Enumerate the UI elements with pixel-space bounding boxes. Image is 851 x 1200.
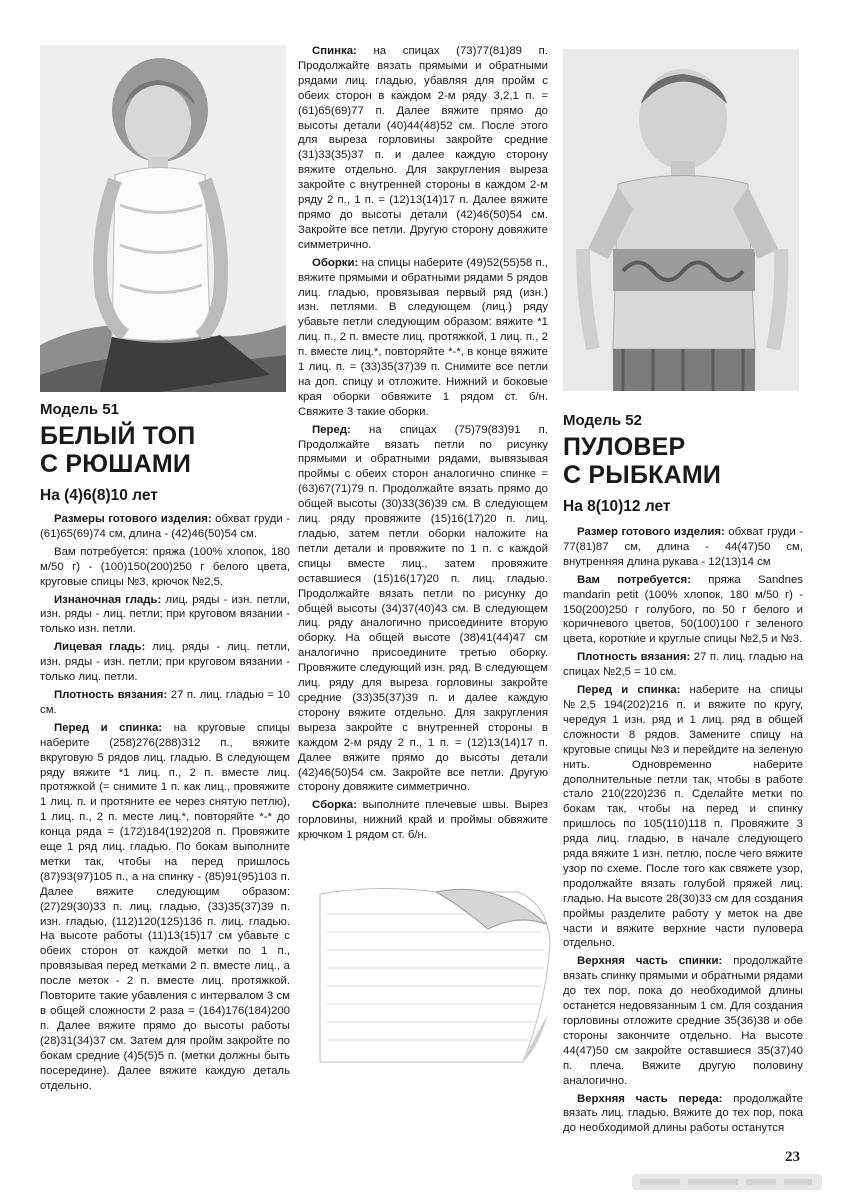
page-number: 23 [785,1149,800,1165]
model52-heading [563,411,803,516]
label: Лицевая гладь: [54,641,146,654]
text: на спицах (73)77(81)89 п. Продолжайте вязать прямыми и обратными рядами лиц. гладью, убавляя для пройм с обеих сторон в каждом 2-м ряду 3,2,1 п. = (61)65(69)77 п. Далее вяжите прямо до высоты детали (40)44(48)52 см. После этого для выреза горловины закройте средние (31)33(35)37 п. и далее каждую сторону вяжите отдельно. Для закругления выреза закройте с внутренней стороны в каждом 2-м ряду 2 п., 1 п. = (12)13(14)17 п. Далее вяжите прямо до высоты детали (42)46(50)54 см. Закройте все петли. Другую сторону довяжите симметрично. [298,45,548,251]
label: Перед и спинка: [54,721,163,734]
model51-materials: Вам потребуется: пряжа (100% хлопок, 180 м/50 г) - (100)150(200)250 г белого цвета, круговые спицы №3, крючок №2,5. [40,545,290,588]
text: обхват груди - 77(81)87 см, длина - 44(47)50 см, внутренняя длина рукава - 12(13)14 см [563,526,803,568]
label: Спинка: [312,45,357,57]
text: наберите на спицы №2,5 194(202)216 п. и вяжите по кругу, чередуя 1 изн. ряд и 1 лиц. ряд в общей сложности 8 рядов. Замените спицу на круговые спицы №3 и перейдите на зеленую нить. Одновременно наберите дополнительные петли так, чтобы в работе стало 210(220)236 п. Сделайте метки по бокам так, чтобы на перед и спинку пришлось по 105(110)118 п. Провяжите 3 ряда лиц. гладью, в начале следующего ряда вяжите 1 изн. петлю, после чего вяжите узор по схеме. После того как свяжете узор, продолжайте вязать голубой пряжей лиц. гладью. На высоте 28(30)33 см для создания проймы разделите работу у меток на две части и вяжите верхние части пуловера отдельно. [563,684,803,950]
model51-front [298,423,548,796]
boy-photo [563,49,799,391]
label: Оборки: [312,256,359,269]
model51-purl-stitch [40,593,290,638]
label: Верхняя часть переда: [577,1092,723,1105]
text: на спицах (75)79(83)91 п. Продолжайте вязать петли по рисунку прямыми и обратными рядами, вывязывая проймы с обеих сторон аналогично спинке = (63)67(71)79 п. Продолжайте вязать прямо до общей высоты (30)33(36)39 см. В следующем лиц. ряду провяжите (15)16(17)20 п. лиц. гладью, затем петли оборки наложите на петли детали и провяжите по 1 п. с каждой спицы вместе лиц., затем провяжите оставшиеся (15)16(17)20 п. лиц. гладью. Продолжайте вязать петли по рисунку до общей высоты (34)37(40)43 см. В следующем лиц. ряду аналогично присоедините вторую оборку. На общей высоте (38)41(44)47 см аналогично присоедините третью оборку. Провяжите следующий изн. ряд. В следующем лиц. ряду для выреза горловины закройте средние (33)35(37)39 п. и далее каждую сторону вяжите отдельно. Для закругления выреза закройте с внутренней стороны в каждом 2-м ряду 2 п., 1 п. = (12)13(14)17 п. Далее вяжите прямо до высоты детали (42)46(50)54 см. Закройте все петли. Другую сторону довяжите симметрично. [298,423,548,794]
model51-heading [40,400,290,505]
model52-gauge [563,650,803,680]
label: Перед: [312,423,351,436]
model51-front-back [40,721,290,1094]
model52-number: Модель 52 [563,412,642,429]
text: лиц. ряды - лиц. петли, изн. ряды - изн. петли; при круговом вязании - только лиц. петли. [40,641,290,684]
text: продолжайте вязать спинку прямыми и обратными рядами до тех пор, пока до необходимой длины останется недовязанным 1 см. Для создания горловины отложите средние 35(36)38 и обе стороны закончите отдельно. На высоте 44(47)50 см закройте оставшиеся 35(37)40 п. плеча. Вяжите другую половину аналогично. [563,955,804,1087]
label: Сборка: [312,799,357,812]
text: 27 п. лиц. гладью на спицах №2,5 = 10 см. [563,651,803,679]
model52-upper-back [563,954,803,1088]
model52-size [563,525,803,570]
label: Перед и спинка: [577,684,681,697]
right-column [563,525,803,1136]
model52-front-back [563,683,803,951]
text: выполните плечевые швы. Вырез горловины, нижний край и проймы обвяжите крючком 1 рядом ст. б/н. [298,799,548,842]
model51-gauge [40,688,290,718]
label: Размер готового изделия: [577,526,725,538]
model51-back [298,44,548,253]
text: 27 п. лиц. гладью = 10 см. [40,688,290,716]
left-column [40,512,290,1093]
model51-title-line1: БЕЛЫЙ ТОП [40,422,196,450]
model52-title-line2: С РЫБКАМИ [563,461,722,489]
text: на круговые спицы наберите (258)276(288)312 п., вяжите вкруговую 5 рядов лиц. гладью. В следующем ряду вяжите *1 лиц. п., 2 п. вместе лиц. протяжкой (= снимите 1 п. как лиц., провяжите 1 лиц. п. и протяните ее через снятую петлю), 1 лиц. п., 2 п. месте лиц.*, повторяйте *-* до конца ряда = (172)184(192)208 п. Провяжите еще 1 ряд лиц. гладью. По бокам выполните метки так, чтобы на перед пришлось (87)93(97)105 п., а на спинку - (85)91(95)103 п. Далее вяжите следующим образом: (27)29(30)33 п. лиц. гладью, (33)35(37)39 п. изн. гладью, (112)120(125)136 п. лиц. гладью. На высоте работы (11)13(15)17 см убавьте с обеих сторон от каждой метки по 1 п., провязывая перед метками 2 п. вместе лиц., а после меток - 2 п. вместе лиц. протяжкой. Повторите такие убавления с интервалом 3 см в общей сложности 2 раза = (164)176(184)200 п. Далее вяжите прямо до высоты работы (28)31(34)37 см. Затем для пройм закройте по бокам средние (4)5(5)5 п. (метки должны быть посередине). Далее вяжите каждую деталь отдельно. [40,721,290,1092]
text: на спицы наберите (49)52(55)58 п., вяжите прямыми и обратными рядами 5 рядов лиц. гладью, провязывая первый ряд (изн.) изн. петлями. В следующем (лиц.) ряду убавьте петли следующим образом: вяжите *1 лиц. п., 2 п. вместе лиц. протяжкой, 1 лиц. п., 2 п. вместе лиц.*, повторяйте *-*, в конце вяжите 1 лиц. п. = (33)35(37)39 п. Снимите все петли на доп. спицу и отложите. Нижний и боковые края оборки обвяжите 1 рядом ст. б/н. Свяжите 3 такие оборки. [298,256,548,418]
text: пряжа Sandnes mandarin petit (100% хлопок, 180 м/50 г) - 150(200)250 г голубого, по 50 г белого и коричневого цветов, 50(100)100 г зеленого цвета, короткие и круглые спицы №2,5 и №3. [563,573,804,646]
model52-age: На 8(10)12 лет [563,498,671,515]
label: Плотность вязания: [577,651,691,664]
label: Вам потребуется: [577,573,691,586]
text: лиц. ряды - изн. петли, изн. ряды - лиц. петли; при круговом вязании - только изн. петли. [40,593,290,636]
text: продолжайте вязать лиц. гладью. Вяжите до тех пор, пока до необходимой длины работы останутся [563,1092,804,1135]
model51-knit-stitch [40,640,290,685]
model52-materials [563,573,803,648]
girl-photo [40,45,286,392]
label: Верхняя часть спинки: [577,955,723,968]
label: Изнаночная гладь: [54,593,162,606]
middle-column [298,44,548,843]
model51-title-line2: С РЮШАМИ [40,450,192,478]
model51-age: На (4)6(8)10 лет [40,487,158,504]
model52-upper-front [563,1092,803,1137]
label: Размеры готового изделия: [54,513,212,525]
model51-sizes [40,512,290,542]
model51-assembly [298,798,548,843]
watermark-logo [632,1170,822,1194]
model52-title-line1: ПУЛОВЕР [563,433,686,461]
model51-number: Модель 51 [40,401,119,418]
label: Плотность вязания: [54,688,168,701]
page-curl-icon [318,884,554,1064]
model51-frills [298,256,548,420]
text: обхват груди - (61)65(69)74 см, длина - (42)46(50)54 см. [40,513,290,540]
